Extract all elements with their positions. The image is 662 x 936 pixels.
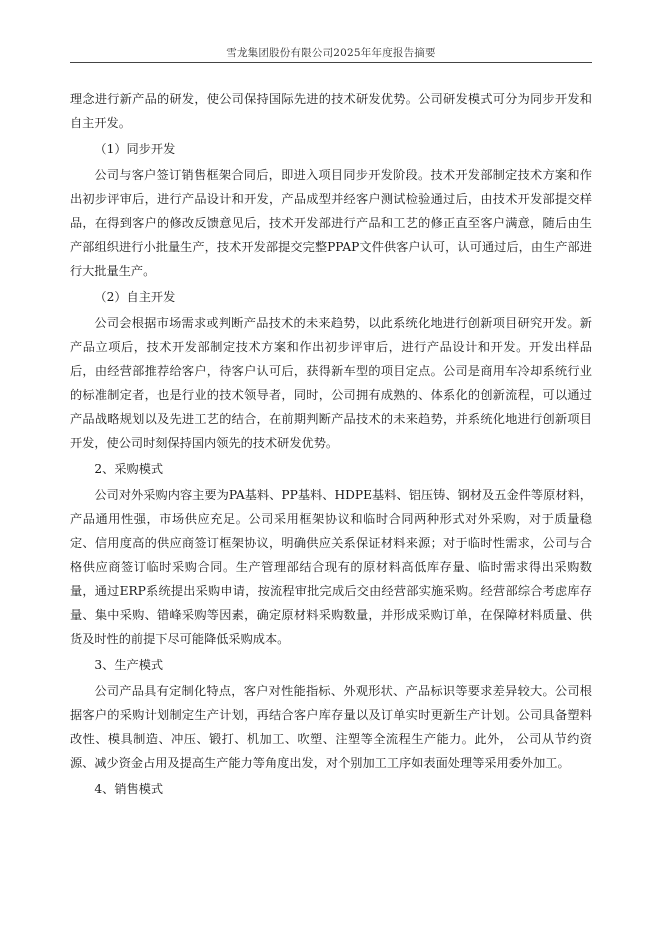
paragraph-intro: 理念进行新产品的研发，使公司保持国际先进的技术研发优势。公司研发模式可分为同步开发和自主开发。 [70, 92, 592, 130]
subheading-self-development: （2）自主开发 [94, 290, 176, 304]
document-body [70, 87, 592, 801]
paragraph-self-development: 公司会根据市场需求或判断产品技术的未来趋势，以此系统化地进行创新项目研究开发。新产品立项后，技术开发部制定技术方案和作出初步评审后，进行产品设计和开发。开发出样品后，由经营部推荐给客户，待客户认可后，获得新车型的项目定点。公司是商用车冷却系统行业的标准制定者，也是行业的技术领导者，同时，公司拥有成熟的、体系化的创新流程，可以通过产品战略规划以及先进工艺的结合，在前期判断产品技术的未来趋势，并系统化地进行创新项目开发，使公司时刻保持国内领先的技术研发优势。 [70, 316, 592, 450]
paragraph-purchase-model: 公司对外采购内容主要为PA基料、PP基料、HDPE基料、铝压铸、钢材及五金件等原材料，产品通用性强，市场供应充足。公司采用框架协议和临时合同两种形式对外采购，对于质量稳定、信用度高的供应商签订框架协议，明确供应关系保证材料来源；对于临时性需求，公司与合格供应商签订临时采购合同。生产管理部结合现有的原材料高低库存量、临时需求得出采购数量，通过ERP系统提出采购申请，按流程审批完成后交由经营部实施采购。经营部综合考虑库存量、集中采购、错峰采购等因素，确定原材料采购数量，并形成采购订单，在保障材料质量、供货及时性的前提下尽可能降低采购成本。 [70, 488, 592, 646]
heading-purchase-model: 2、采购模式 [94, 462, 164, 476]
page-header-title: 雪龙集团股份有限公司2025年年度报告摘要 [226, 47, 436, 59]
header-divider [70, 62, 592, 63]
subheading-sync-development: （1）同步开发 [94, 142, 176, 156]
heading-sales-model: 4、销售模式 [94, 782, 164, 796]
heading-production-model: 3、生产模式 [94, 658, 164, 672]
paragraph-sync-development: 公司与客户签订销售框架合同后，即进入项目同步开发阶段。技术开发部制定技术方案和作出初步评审后，进行产品设计和开发，产品成型并经客户测试检验通过后，由技术开发部提交样品，在得到客户的修改反馈意见后，技术开发部进行产品和工艺的修正直至客户满意，随后由生产部组织进行小批量生产，技术开发部提交完整PPAP文件供客户认可，认可通过后，由生产部进行大批量生产。 [70, 168, 592, 278]
paragraph-production-model: 公司产品具有定制化特点，客户对性能指标、外观形状、产品标识等要求差异较大。公司根据客户的采购计划制定生产计划，再结合客户库存量以及订单实时更新生产计划。公司具备塑料改性、模具制造、冲压、锻打、机加工、吹塑、注塑等全流程生产能力。此外， 公司从节约资源、减少资金占用及提高生产能力等角度出发，对个别加工工序如表面处理等采用委外加工。 [70, 684, 592, 770]
